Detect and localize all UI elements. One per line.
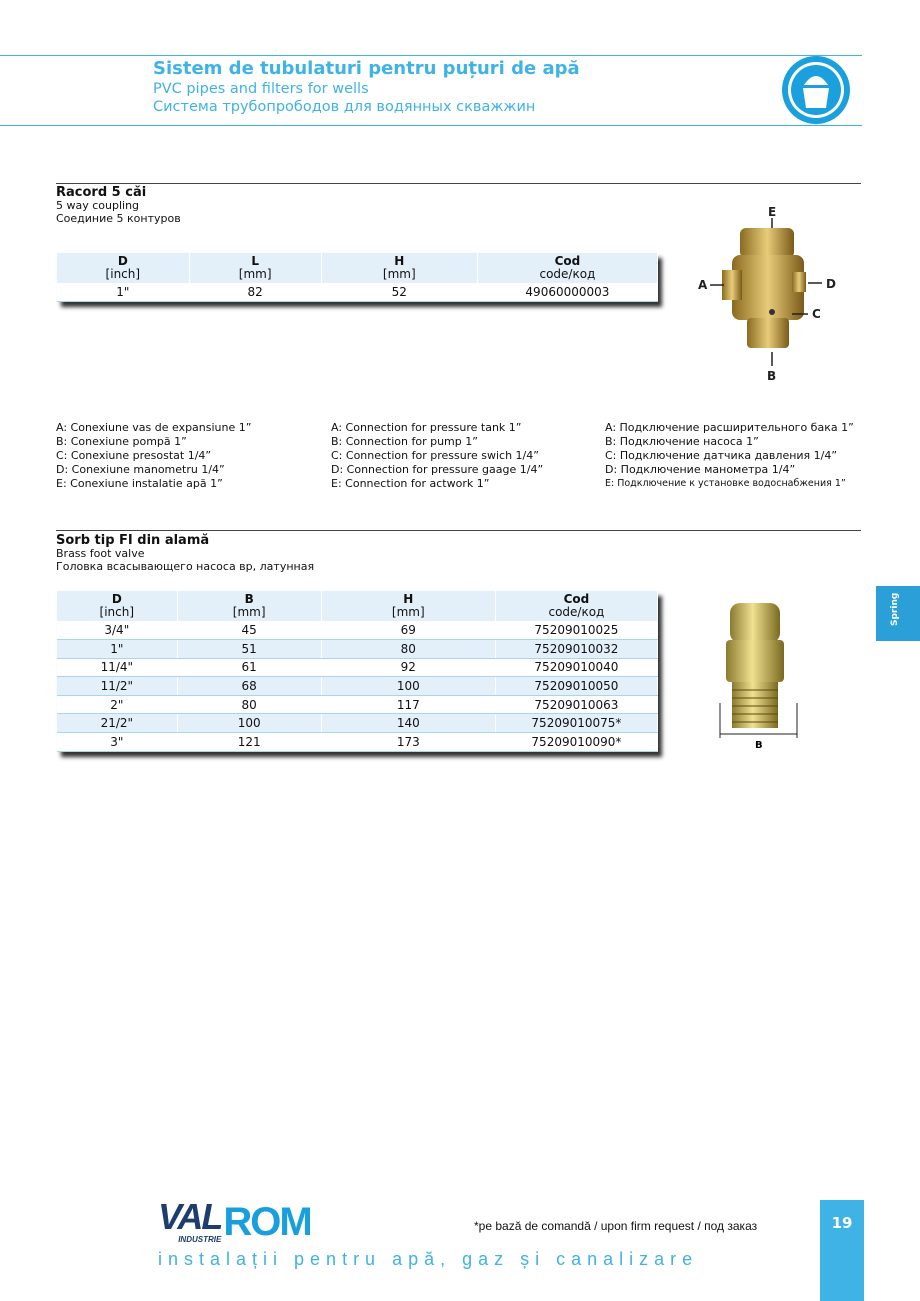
valrom-logo bbox=[158, 1196, 311, 1245]
table-cell: 61 bbox=[177, 658, 321, 677]
table-row bbox=[57, 658, 658, 677]
section2-title: Sorb tip FI din alamă bbox=[56, 533, 210, 548]
section1-heading bbox=[56, 186, 181, 225]
header-top-rule bbox=[0, 55, 862, 56]
bucket-icon bbox=[781, 55, 851, 125]
table-cell: 21/2" bbox=[57, 714, 177, 733]
logo-sub: INDUSTRIE bbox=[178, 1235, 222, 1244]
description-ro: A: Conexiune vas de expansiune 1” B: Conexiune pompă 1” C: Conexiune presostat 1/4” D: Conexiune manometru 1/4” E: Conexiune instalatie apă 1” bbox=[56, 421, 252, 490]
table-cell: 45 bbox=[177, 621, 321, 640]
table-cell: 51 bbox=[177, 640, 321, 659]
page-title: Sistem de tubulaturi pentru puțuri de apă bbox=[153, 58, 580, 79]
table-row bbox=[57, 621, 658, 640]
svg-text:C: C bbox=[812, 307, 821, 321]
description-ru: A: Подключение расширительного бака 1” B: Подключение насоса 1” C: Подключение датчика давления 1/4” D: Подключение манометра 1/4” E: Подключение к установке водоснабжения 1” bbox=[605, 421, 854, 489]
table-cell: 3/4" bbox=[57, 621, 177, 640]
section2-title-en: Brass foot valve bbox=[56, 547, 145, 560]
table-row bbox=[57, 714, 658, 733]
table-cell: 173 bbox=[321, 733, 495, 752]
footer-note: *pe bază de comandă / upon firm request / под заказ bbox=[474, 1219, 758, 1233]
table-cell: 2" bbox=[57, 695, 177, 714]
logo-rom: ROM bbox=[223, 1200, 311, 1244]
table-cell: 80 bbox=[321, 640, 495, 659]
svg-text:B: B bbox=[767, 369, 777, 383]
table-cell: 75209010090* bbox=[495, 733, 657, 752]
table-cell: 75209010050 bbox=[495, 677, 657, 696]
svg-text:E: E bbox=[768, 205, 777, 219]
table-row bbox=[57, 677, 658, 696]
svg-text:A: A bbox=[698, 278, 708, 292]
table-cell: 92 bbox=[321, 658, 495, 677]
page-subtitle-ru: Система трубопрободов для водянных скважжин bbox=[153, 99, 536, 115]
svg-text:D: D bbox=[826, 277, 836, 291]
table-cell: 68 bbox=[177, 677, 321, 696]
table-cell: 11/4" bbox=[57, 658, 177, 677]
table-cell: 75209010032 bbox=[495, 640, 657, 659]
table-cell: 3" bbox=[57, 733, 177, 752]
section1-title-ru: Соединие 5 контуров bbox=[56, 212, 181, 225]
table-cell: 75209010040 bbox=[495, 658, 657, 677]
table-row: 1" 82 52 49060000003 bbox=[57, 283, 658, 301]
table-cell: 75209010075* bbox=[495, 714, 657, 733]
section1-rule bbox=[56, 183, 861, 184]
table-cell: 121 bbox=[177, 733, 321, 752]
table-row bbox=[57, 733, 658, 752]
section1-title-en: 5 way coupling bbox=[56, 199, 140, 212]
five-way-coupling-image bbox=[692, 200, 852, 385]
page-number: 19 bbox=[820, 1200, 864, 1301]
logo-val: VAL bbox=[158, 1196, 222, 1237]
section1-table: D [inch] L [mm] H [mm] Cod code/код 1" 82 52 49060000003 bbox=[57, 253, 658, 302]
table-cell: 100 bbox=[321, 677, 495, 696]
table-row bbox=[57, 695, 658, 714]
table-cell: 140 bbox=[321, 714, 495, 733]
header-bottom-rule bbox=[0, 125, 862, 126]
header-titles bbox=[153, 58, 580, 116]
description-en: A: Connection for pressure tank 1” B: Connection for pump 1” C: Connection for pressure swich 1/4” D: Connection for pressure gaage 1/4” E: Connection for actwork 1” bbox=[331, 421, 544, 490]
section2-rule bbox=[56, 530, 861, 531]
table-row bbox=[57, 640, 658, 659]
page-subtitle-en: PVC pipes and filters for wells bbox=[153, 81, 369, 97]
table-cell: 69 bbox=[321, 621, 495, 640]
table-cell: 117 bbox=[321, 695, 495, 714]
table-cell: 11/2" bbox=[57, 677, 177, 696]
side-tab-spring[interactable]: Spring bbox=[876, 586, 920, 641]
foot-valve-image bbox=[712, 598, 807, 753]
table-cell: 80 bbox=[177, 695, 321, 714]
svg-text:B: B bbox=[755, 740, 763, 751]
table-cell: 75209010063 bbox=[495, 695, 657, 714]
section2-table: D [inch] B [mm] H [mm] Cod code/код 3/4" 45 69 75209010025 1" 51 80 75209010032 11/4" 61 92 75209010040 11/2" 68 100 75209010050 2" 80 117 75209010063 21/2" 100 140 75209010075* 3" 121 173 75209010090* bbox=[57, 591, 658, 752]
table-cell: 75209010025 bbox=[495, 621, 657, 640]
footer-tagline: instalații pentru apă, gaz și canalizare bbox=[158, 1249, 699, 1269]
table-cell: 100 bbox=[177, 714, 321, 733]
section2-heading bbox=[56, 534, 314, 573]
section2-title-ru: Головка всасывающего насоса вр, латунная bbox=[56, 560, 315, 573]
table-cell: 1" bbox=[57, 640, 177, 659]
section1-title: Racord 5 căi bbox=[56, 185, 147, 200]
